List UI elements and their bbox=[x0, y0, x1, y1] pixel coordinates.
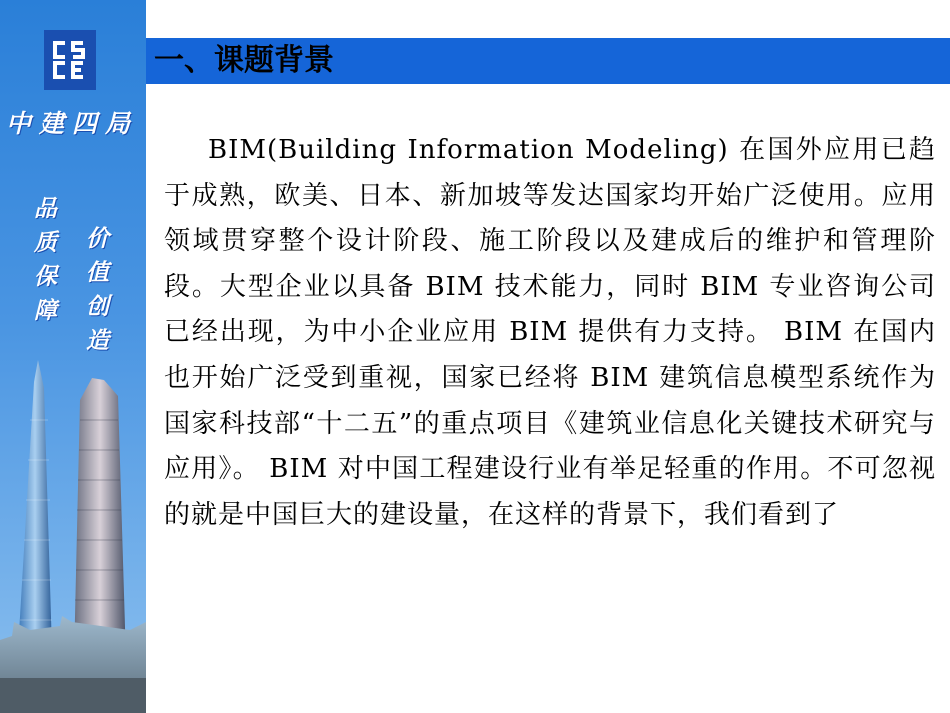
cscec-logo-icon bbox=[44, 30, 96, 90]
slogan-value: 价值创造 bbox=[86, 225, 109, 354]
company-name: 中建四局 bbox=[6, 109, 139, 138]
skyscraper-towers-image bbox=[0, 360, 146, 713]
slogan-quality: 品质保障 bbox=[34, 195, 57, 324]
slide-title: 一、课题背景 bbox=[154, 43, 334, 78]
sidebar-decoration bbox=[0, 0, 146, 713]
body-paragraph: BIM(Building Information Modeling) 在国外应用已趋于成熟，欧美、日本、新加坡等发达国家均开始广泛使用。应用领域贯穿整个设计阶段、施工阶段以及建成后的维护和管理阶段。大型企业以具备 BIM 技术能力，同时 BIM 专业咨询公司已经出现，为中小企业应用 BIM 提供有力支持。 BIM 在国内也开始广泛受到重视，国家已经将 BIM 建筑信息模型系统作为国家科技部“十二五”的重点项目《建筑业信息化关键技术研究与应用》。 BIM 对中国工程建设行业有举足轻重的作用。不可忽视的就是中国巨大的建设量，在这样的背景下，我们看到了 bbox=[164, 135, 936, 530]
